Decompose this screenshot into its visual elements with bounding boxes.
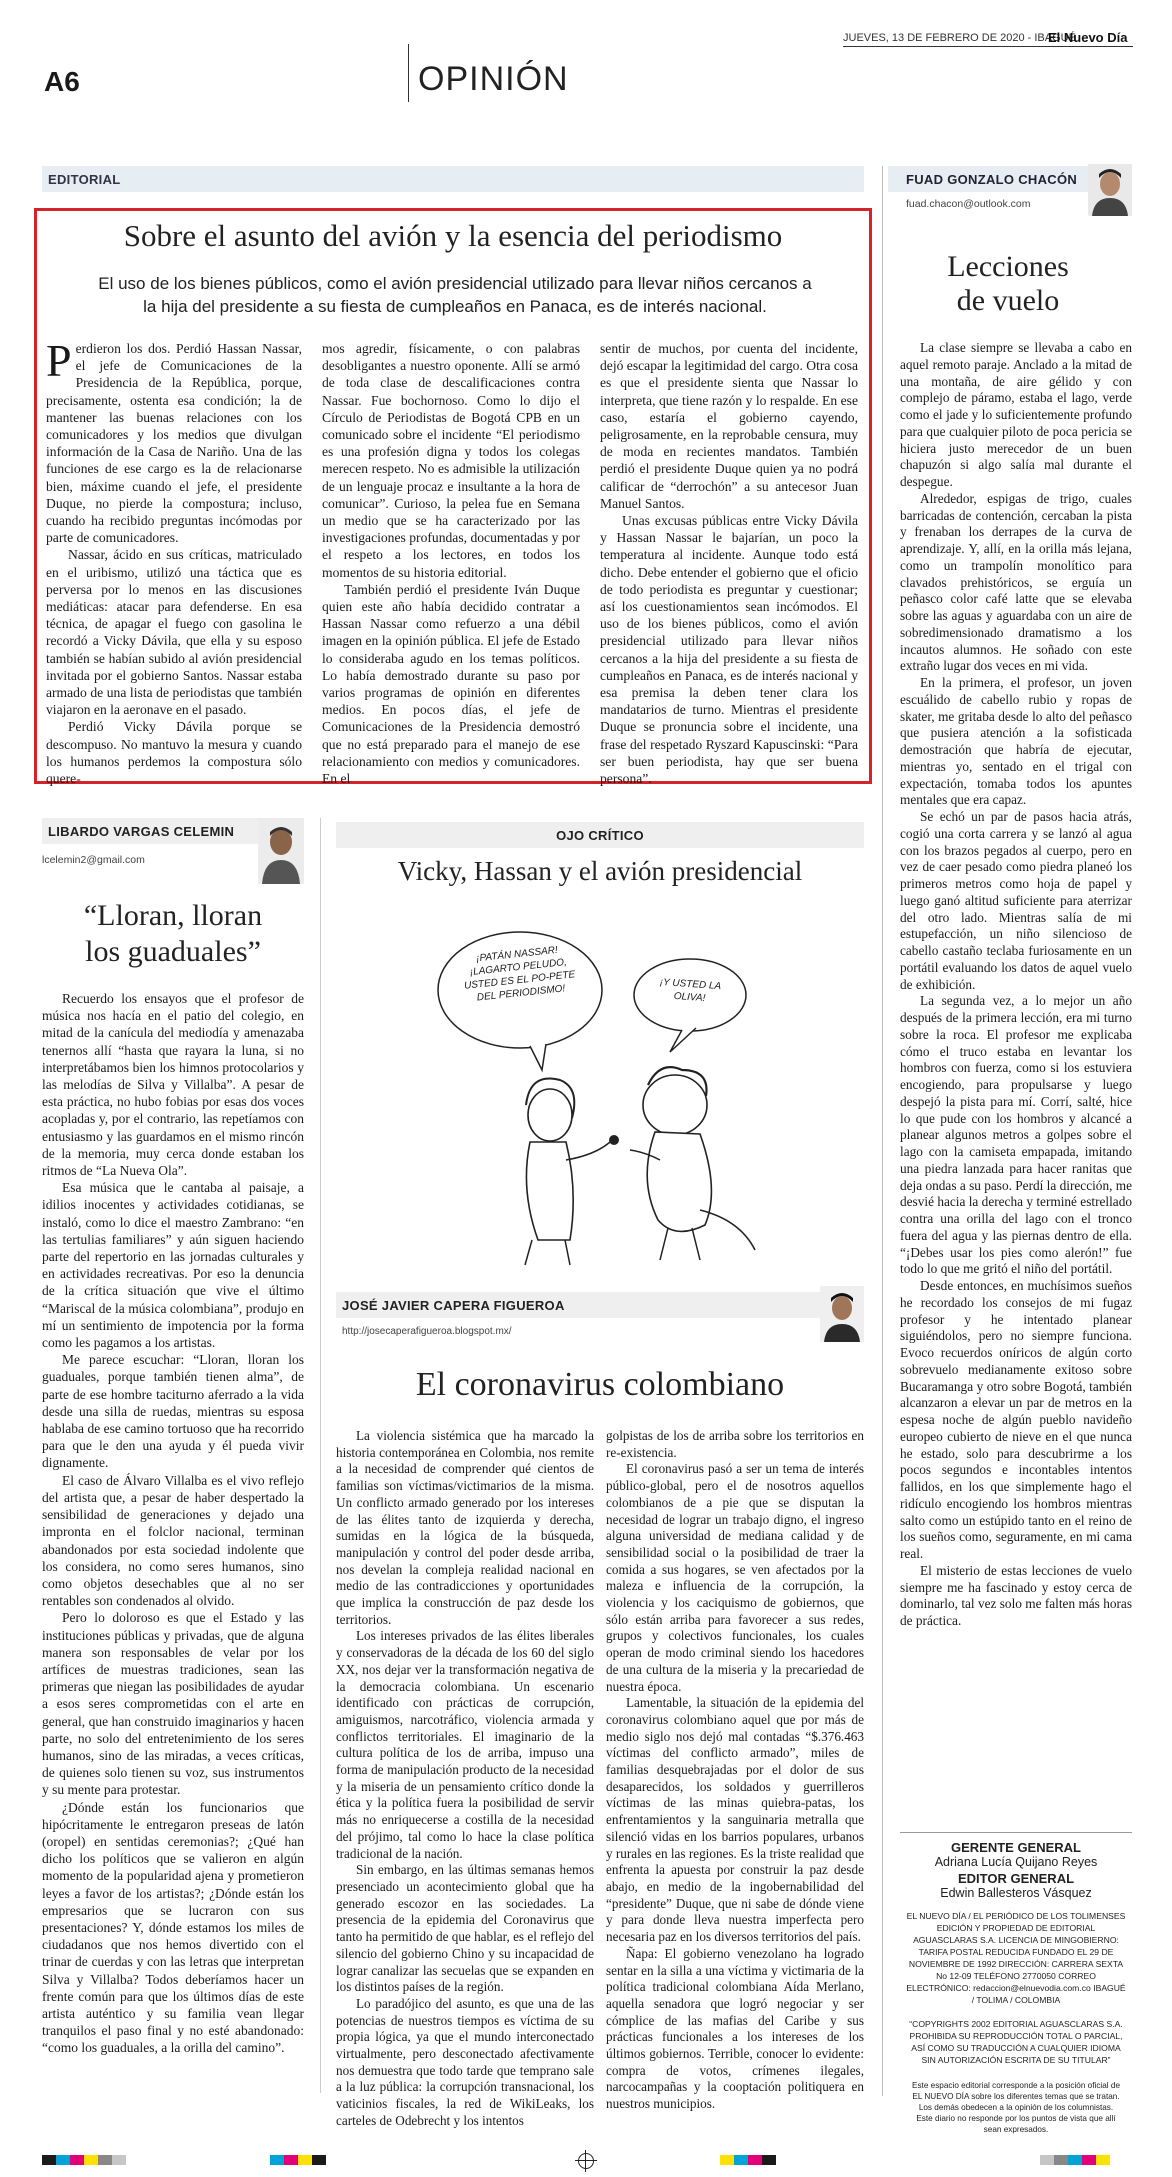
column-separator: [882, 166, 883, 2096]
editorial-paragraph: También perdió el presidente Iván Duque quien este año había decidido contratar a Hassan Nassar como refuerzo a una débil imagen en la opinión pública. El jefe de Estado lo consideraba agudo en los temas políticos. Lo había demostrado durante su paso por varios programas de opinión en diferentes medios. En pocos días, el jefe de Comunicaciones de la Presidencia demostró que no está preparado para el manejo de ese relacionamiento con medios y comunicadores. En el: [322, 581, 580, 787]
fuad-title-line: Lecciones: [947, 250, 1069, 283]
column-separator: [320, 818, 321, 2093]
capera-author-name: JOSÉ JAVIER CAPERA FIGUEROA: [342, 1298, 565, 1313]
libardo-paragraph: Pero lo doloroso es que el Estado y las instituciones públicas y privadas, que de alguna manera son responsables de velar por los artífices de muestras tradiciones, sean las primeras que niegan las posibilidades de ayudar a esos seres comprometidas con el arte en general, que han construido imaginarios y hacen parte, no solo del entretenimiento de los seres humanos, sino de las miradas, a veces críticas, de quienes solo tienen su voz, sus instrumentos y su mente para protestar.: [42, 1610, 304, 1798]
capera-paragraph: Ñapa: El gobierno venezolano ha logrado sentar en la silla a una víctima y victimaria de la política tradicional colombiana Aída Merlano, aquella senadora que logró negociar y ser cómplice de las mafias del Caribe y sus prácticas funcionales a los intereses de los últimos gobiernos. Terrible, conocer lo evidente: compra de votos, crímenes ilegales, narcocampañas y la cooptación politiquera en nuestros municipios.: [606, 1945, 864, 2112]
editorial-paragraph: Perdió Vicky Dávila porque se descompuso. No mantuvo la mesura y cuando los humanos perdemos la compostura sólo quere-: [46, 719, 302, 787]
editor-label: EDITOR GENERAL: [957, 1871, 1075, 1886]
credits-rule: [900, 1832, 1132, 1833]
editor-name: Edwin Ballesteros Vásquez: [940, 1886, 1092, 1900]
editorial-paragraph: Unas excusas públicas entre Vicky Dávila y Hassan Nassar le bajarían, un poco la temperatura al incidente. Aunque todo está dicho. Debe entender el gobierno que el oficio de todo periodista es preguntar y cuestionar; así los cuestionamientos sean incómodos. El uso de los bienes públicos, como el avión presidencial utilizado para llevar niños cercanos a la hija del presidente a su fiesta de cumpleaños en Panaca, es de interés nacional y esa premisa la deben tener clara los mandatarios de turno. Mientras el presidente Duque se pronuncia sobre el incidente, una frase del respetado Ryszard Kapuscinski: “Para ser buen periodista, hay que ser buena persona”.: [600, 513, 858, 787]
copyright-note: “COPYRIGHTS 2002 EDITORIAL AGUASCLARAS S.A. PROHIBIDA SU REPRODUCCIÓN TOTAL O PARCIAL, ASÍ COMO SU TRADUCCIÓN A CUALQUIER IDIOMA SIN AUTORIZACIÓN ESCRITA DE SU TITULAR”: [909, 2019, 1123, 2065]
editorial-paragraph: mos agredir, físicamente, o con palabras desobligantes a nuestro oponente. Allí se armó de toda clase de descalificaciones contra Nassar. Fue bochornoso. Como lo dijo el Círculo de Periodistas de Bogotá CPB en un comunicado sobre el incidente “El periodismo es una profesión digna y todos los colegas merecen respeto. No es admisible la utilización de un lenguaje procaz e insultante a la hora de comunicar”. Curioso, la pelea fue en Semana un medio que se ha caracterizado por las investigaciones profundas, documentadas y por el respeto a los lectores, en todos los momentos de su historia editorial.: [322, 341, 580, 580]
libardo-title: [42, 898, 304, 970]
header-rule: [843, 46, 1133, 47]
capera-column-2: [606, 1428, 864, 2113]
color-bar-left: [42, 2155, 126, 2165]
capera-column-1: [336, 1428, 594, 2130]
libardo-body: [42, 990, 304, 2057]
gerente-label: GERENTE GENERAL: [950, 1840, 1081, 1855]
capera-paragraph: La violencia sistémica que ha marcado la historia contemporánea en Colombia, nos remite a la necesidad de comprender qué cientos de familias son víctimas/victimarios de la misma. Un conflicto armado generado por los intereses de las élites tanto de izquierda y derecha, sumidas en la lógica de la búsqueda, manipulación y control del poder desde arriba, nos develan la compleja realidad nacional en medio de las contradicciones y oportunidades que implica la construcción de paz desde los territorios.: [336, 1428, 594, 1627]
capera-paragraph: Lamentable, la situación de la epidemia del coronavirus colombiano aquel que por más de medio siglo nos dejó mal contadas “$.376.463 víctimas del conflicto armado”, miles de familias desquebrajadas por el dolor de sus desaparecidos, los soldados y guerrilleros víctimas de las minas quiebra-patas, los enfrentamientos y la sanguinaria metralla que silenció vidas en los barrios populares, urbanos y rurales en las regiones. Es la triste realidad que enfrenta la apuesta por construir la paz desde abajo, en medio de la ingobernabilidad del “presidente” Duque, que ni sabe de dónde viene y para donde lleva nuestra imperfecta pero necesaria paz en los diversos territorios del país.: [606, 1695, 864, 1945]
capera-title: El coronavirus colombiano: [415, 1366, 785, 1403]
portrait-icon: [258, 818, 304, 884]
fuad-paragraph: La segunda vez, a lo mejor un año después de la primera lección, era mi turno sobre la roca. El profesor me explicaba cómo el truco estaba en levantar los hombros con fuerza, como si los estuviera encogiendo, para propulsarse y luego despejó la pista para mí. Corrí, salté, hice lo que pude con los hombros y alcancé a planear algunos metros a golpes sobre el lago con la camiseta empapada, imitando una piedra lanzada para hacer ranitas que deja ondas a su paso. Perdí la dirección, me desvié hacia la derecha y terminé estrellado contra una orilla del lago con el tronco fuera del agua y las piernas dentro de ella. “¡Debes usar los pies como alerón!” fue todo lo que me gritó el niño del portátil.: [900, 993, 1132, 1277]
libardo-paragraph: El caso de Álvaro Villalba es el vivo reflejo del artista que, a pesar de haber despertado la sensibilidad de generaciones y dejado una impronta en el folclor nacional, terminan abandonados por esta sociedad indolente que los considera, no como seres humanos, sino como objetos desechables que al no ser rentables son condenados al olvido.: [42, 1472, 304, 1609]
fuad-title: [888, 250, 1128, 318]
editorial-disclaimer: Este espacio editorial corresponde a la posición oficial de EL NUEVO DÍA sobre los diferentes temas que se tratan. Los demás obedecen a la opinión de los columnistas. Este diario no responde por los puntos de vista que allí sean expresados.: [912, 2081, 1120, 2134]
fuad-paragraph: Se echó un par de pasos hacia atrás, cogió una corta carrera y se lanzó al agua con los brazos pegados al cuerpo, pero en vez de caer pesado como piedra planeó los primeros metros como hoja de papel y luego ganó altitud suficiente para aterrizar del otro lado. Mientras salía de mi estupefacción, un niño silencioso de cabello castaño teclaba furiosamente en un portátil evaluando los datos de aquel vuelo de exhibición.: [900, 809, 1132, 992]
libardo-title-line: los guaduales”: [85, 935, 261, 968]
libardo-avatar: [258, 818, 304, 884]
fuad-title-line: de vuelo: [956, 284, 1060, 317]
fuad-paragraph: El misterio de estas lecciones de vuelo siempre me ha fascinado y estoy cerca de dominarlo, tal vez solo me falten más horas de práctica.: [900, 1562, 1132, 1628]
libardo-paragraph: Recuerdo los ensayos que el profesor de música nos hacía en el patio del colegio, en mitad de la canícula del mediodía y amenazaba tenernos allí “hasta que rayara la luna, si no interpretábamos bien los himnos protocolarios y las melodías de Silva y Villalba”. A pesar de esta práctica, no hubo fobias por esas dos voces acopladas y, por el contrario, las repetíamos con entusiasmo y las guardamos en el mismo rincón de la memoria, muy cerca donde estaban los ritmos de “La Nueva Ola”.: [42, 991, 304, 1179]
fuad-paragraph: Desde entonces, en muchísimos sueños he recordado los consejos de mi fugaz profesor y he intentado planear siguiéndolos, pero no siempre funciona. Evoco recuerdos oníricos de algún corto sobrevuelo medianamente exitoso sobre Bucaramanga y otro sobre Bogotá, también alcanzaron a elevar un par de metros en la espesa noche de algún pueblo navideño europeo cubierto de nieve en el que nunca he estado, solo para descubrirme a los pocos segundos e incontables intentos fallidos, en los que simplemente hago el ridículo encogiendo los hombros mientras salto como un estúpido tanto en el reino de los sueños como, seguramente, en mi cama real.: [900, 1278, 1132, 1561]
fuad-paragraph: Alrededor, espigas de trigo, cuales barricadas de contención, cercaban la pista y frenaban los derrapes de la curva de aprendizaje. Y, allí, en la orilla más lejana, como un trampolín monolítico para clavados prehistóricos, se erguía un peñasco color café latte que se elevaba sobre las aguas y aguardaba con un aire de sobredimensionado dramatismo a los incautos alumnos. He soñado con este extraño lugar dos veces en mi vida.: [900, 490, 1132, 674]
libardo-paragraph: Esa música que le cantaba al paisaje, a idilios inocentes y actividades cotidianas, se instaló, como lo dice el maestro Zambrano: “en las tertulias familiares” y aún siguen haciendo parte del repertorio en las jornadas culturales y en actividades recreativas. Por eso la denuncia de la crítica situación que vive el último “Mariscal de la música colombiana”, produjo en mí un sentimiento de impotencia por la forma como les pagamos a los artistas.: [42, 1180, 304, 1351]
capera-paragraph: Sin embargo, en las últimas semanas hemos presenciado un acontecimiento global que ha generado escozor en las sociedades. La presencia de la epidemia del Coronavirus que tanto ha permitido de que hablar, es el reflejo del silencio del gobierno Chino y su incapacidad de lograr canalizar las secuelas que se expanden en los distintos países de la región.: [336, 1862, 594, 1995]
libardo-paragraph: ¿Dónde están los funcionarios que hipócritamente le entregaron preseas de latón (oropel) en sentidas ceremonias?; ¿Qué han dicho los políticos que se valieron en algún momento de la popularidad ajena y prometieron leyes a favor de los artistas?; ¿Dónde están los empresarios que se lucraron con sus presentaciones? Y, dónde estamos los miles de ciudadanos que nos hemos divertido con el trinar de cuerdas y con las letras que interpretan Silva y Villalba? Todos deberíamos hacer un frente común para que los últimos días de este artista auténtico y su familia vean llegar tranquilos el paso final y no esté abandonado: “como los guaduales, a la orilla del camino”.: [42, 1799, 304, 2056]
color-bar-right: [1040, 2155, 1110, 2165]
brand-logo: El Nuevo Día: [1048, 30, 1128, 45]
registration-mark-icon: [578, 2153, 594, 2169]
page-number: A6: [44, 66, 80, 97]
header-divider: [408, 44, 409, 102]
editorial-lead: El uso de los bienes públicos, como el avión presidencial utilizado para llevar niños cercanos a la hija del presidente a su fiesta de cumpleaños en Panaca, es de interés nacional.: [98, 274, 812, 316]
fuad-avatar: [1088, 164, 1132, 216]
portrait-icon: [820, 1286, 864, 1342]
section-title: OPINIÓN: [418, 60, 569, 98]
header-date: JUEVES, 13 DE FEBRERO DE 2020 - IBAGUÉ: [843, 32, 1076, 44]
capera-paragraph: Los intereses privados de las élites liberales y conservadoras de la década de los 60 del siglo XX, nos dejar ver la transformación negativa de la democracia colombiana. Un escenario identificado con prácticas de corrupción, amiguismos, narcotráfico, violencia armada y conflictos territoriales. El imaginario de la cultura política de los de arriba, impuso una forma de manipulación producto de la necesidad y la miseria de un pensamiento crítico donde la ética y la política fuera la posibilidad de servir más no enriquecerse a costilla de la necesidad del prójimo, tal como lo hace la clase política tradicional de la nación.: [336, 1628, 594, 1861]
bubble-left-text: ¡PATÁN NASSAR! ¡LAGARTO PELUDO, USTED ES EL PO-PETE DEL PERIODISMO!: [463, 944, 576, 1004]
fuad-body: [900, 340, 1132, 1630]
gerente-name: Adriana Lucía Quijano Reyes: [934, 1855, 1098, 1869]
ojo-title: Vicky, Hassan y el avión presidencial: [397, 856, 803, 886]
fuad-paragraph: En la primera, el profesor, un joven escuálido de cabello rubio y ropas de skater, me gritaba desde lo alto del peñasco que pusiera atención a la sofisticada demostración que habría de ejecutar, mientras yo, sentado en el trigal con expectación, tomaba todos los apuntes mentales que era capaz.: [900, 675, 1132, 808]
editorial-column-1: [46, 335, 302, 787]
capera-avatar: [820, 1286, 864, 1342]
editorial-paragraph: Nassar, ácido en sus críticas, matriculado en el uribismo, utilizó una táctica que es perversa por lo menos en las discusiones mediáticas: atacar para defenderse. En esa técnica, de apagar el fuego con gasolina le recordó a Vicky Dávila, que ella y su esposo también se habían subido al avión presidencial invitada por el gobierno Santos. Nassar estaba armado de una lista de periodistas que también viajaron en la aeronave en el pasado.: [46, 547, 302, 718]
bubble-right-text: ¡Y USTED LA OLIVA!: [659, 976, 722, 1005]
libardo-paragraph: Me parece escuchar: “Lloran, lloran los guaduales, porque también tienen alma”, de parte de ese hombre taciturno aferrado a la vida desde una silla de ruedas, mientras su esposa hablaba de ese camino tortuoso que ha recorrido para que le den una ayuda y él pueda vivir dignamente.: [42, 1352, 304, 1471]
libardo-author-name: LIBARDO VARGAS CELEMIN: [48, 824, 235, 839]
editorial-label: EDITORIAL: [48, 172, 121, 187]
publisher-info: EL NUEVO DÍA / EL PERIÓDICO DE LOS TOLIMENSES EDICIÓN Y PROPIEDAD DE EDITORIAL AGUASCLARAS S.A. LICENCIA DE MINGOBIERNO: TARIFA POSTAL REDUCIDA FUNDADO EL 29 DE NOVIEMBRE DE 1992 DIRECCIÓN: CARRERA SEXTA No 12-09 TELÉFONO 2770050 CORREO ELECTRÓNICO: redaccion@elnuevodia.com.co IBAGUÉ / TOLIMA / COLOMBIA: [906, 1911, 1126, 2005]
ojo-label: OJO CRÍTICO: [556, 828, 644, 843]
libardo-title-line: “Lloran, lloran: [83, 899, 263, 932]
capera-paragraph: El coronavirus pasó a ser un tema de interés público-global, pero el de nosotros aquellos colombianos de a pie que se disputan la necesidad de lograr un trabajo digno, el ingreso alguna universidad de mediana calidad y de sensibilidad social o la posibilidad de traer la comida a sus hogares, se ven afectados por la maleza e influencia de la corrupción, la violencia y los caciquismo de gobiernos, que sólo están arriba para favorecer a sus redes, grupos y colectivos funcionales, los cuales operan de modo criminal siendo los hacedores de una cultura de la miseria y la precariedad de nuestra época.: [606, 1461, 864, 1694]
libardo-email: lcelemin2@gmail.com: [42, 854, 145, 866]
editorial-title: Sobre el asunto del avión y la esencia del periodismo: [123, 218, 783, 253]
editorial-column-2: [322, 340, 580, 787]
editorial-label-band: [42, 166, 864, 192]
editorial-paragraph: sentir de muchos, por cuenta del incidente, dejó escapar la legitimidad del cargo. Otra cosa es que el presidente sienta que Nassar lo interpreta, que tiene razón y lo respalde. En ese caso, estaría el gobierno cayendo, peligrosamente, en la reprobable censura, muy de moda en recientes mandatos. También perdió el presidente Duque quien ya no podrá calificar de “derrochón” a su antecesor Juan Manuel Santos.: [600, 341, 858, 511]
capera-blog: http://josecaperafigueroa.blogspot.mx/: [342, 1326, 512, 1337]
fuad-paragraph: La clase siempre se llevaba a cabo en aquel remoto paraje. Anclado a la mitad de una montaña, de aire gélido y con complejo de páramo, estaba el lago, verde como el jade y lo suficientemente profundo para que cualquier piloto de poca pericia se hiciera justo merecedor de un buen chapuzón si algo salía mal durante el despegue.: [900, 340, 1132, 489]
color-bar-center-left: [270, 2155, 326, 2165]
portrait-icon: [1088, 164, 1132, 216]
cartoon: [420, 920, 800, 1275]
capera-paragraph: Lo paradójico del asunto, es que una de las potencias de nuestros tiempos es víctima de su propia lógica, ya que el mundo interconectado virtualmente, pero desconectado afectivamente nos demuestra que todo tarde que temprano sale a la luz pública: la corrupción transnacional, los vaticinios fiscales, la red de WikiLeaks, los carteles de Odebrecht y los intentos: [336, 1995, 594, 2128]
credits-box: [900, 1840, 1132, 2135]
editorial-column-3: [600, 340, 858, 787]
fuad-email: fuad.chacon@outlook.com: [906, 198, 1031, 210]
color-bar-center-right: [720, 2155, 776, 2165]
editorial-paragraph: Perdieron los dos. Perdió Hassan Nassar, el jefe de Comunicaciones de la Presidencia de la República, porque, precisamente, ostenta esa condición; la de mantener las buenas relaciones con los comunicadores y los medios que divulgan información de la Casa de Nariño. Una de las funciones de ese cargo es la de relacionarse bien, máxime cuando el jefe, el presidente Duque, no pierde la compostura; incluso, cuando ha recibido preguntas incómodas por parte de comunicadores.: [46, 335, 302, 546]
capera-paragraph: golpistas de los de arriba sobre los territorios en re-existencia.: [606, 1428, 864, 1460]
fuad-author-name: FUAD GONZALO CHACÓN: [906, 172, 1078, 187]
drop-cap: P: [46, 335, 72, 386]
